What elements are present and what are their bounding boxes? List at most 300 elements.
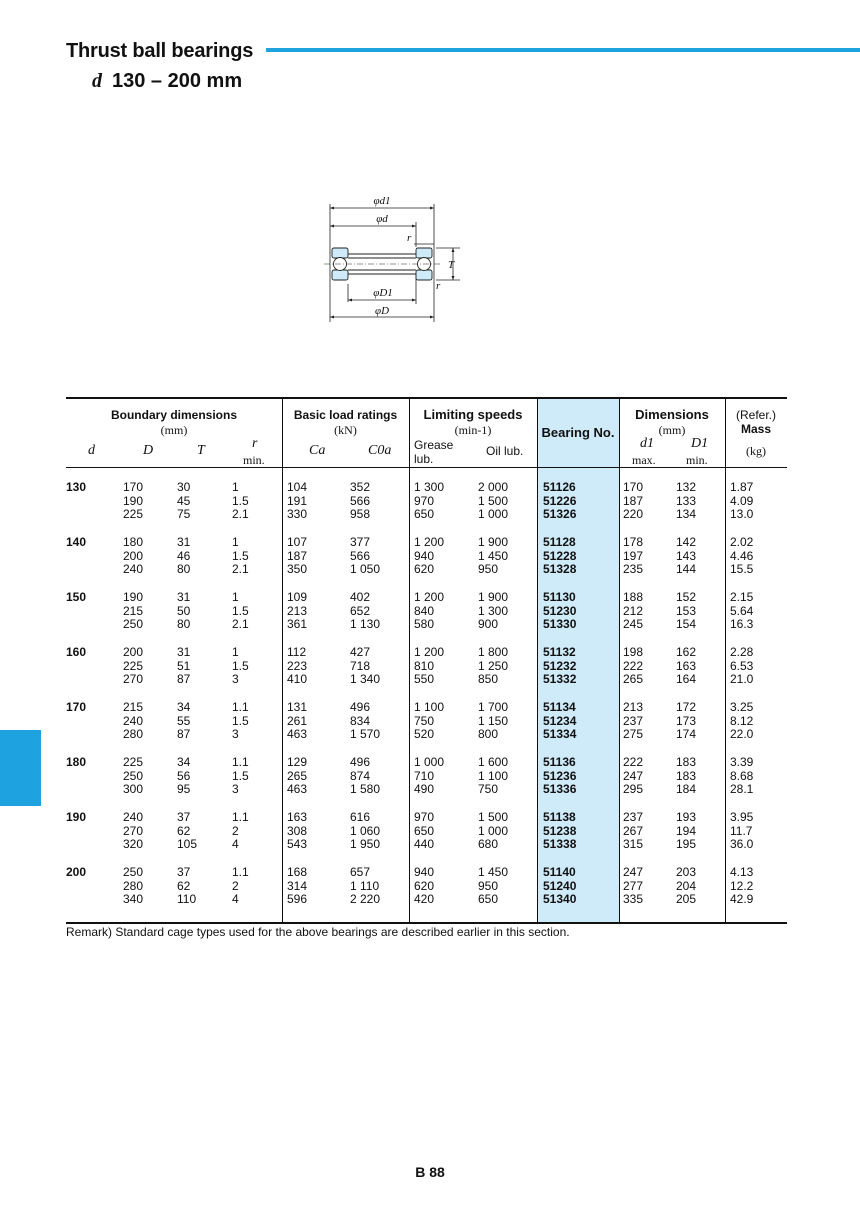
cell-t: 55 — [177, 713, 191, 728]
cell-mass: 3.95 — [730, 810, 754, 824]
cell-grease: 1 200 — [414, 535, 445, 549]
cell-grease: 1 300 — [414, 480, 445, 494]
header-col-D1-sub: min. — [686, 453, 708, 467]
cell-grease: 940 — [414, 548, 435, 563]
cell-d1: 172 — [676, 700, 697, 714]
cell-d: 250 — [123, 865, 144, 879]
cell-d1: 154 — [676, 617, 697, 632]
cell-t: 34 — [177, 700, 191, 714]
cell-ca: 596 — [287, 892, 308, 907]
cell-oil: 800 — [478, 727, 499, 742]
cell-r: 1 — [232, 645, 239, 659]
remark-note: Remark) Standard cage types used for the above bearings are described earlier in this section. — [66, 925, 570, 939]
bore-diameter: 160 — [66, 645, 87, 659]
cell-c0a: 874 — [350, 768, 371, 783]
bearing-number: 51128 — [543, 535, 576, 549]
bearing-number: 51232 — [543, 658, 577, 673]
cell-d: 225 — [123, 658, 144, 673]
cell-c0a: 566 — [350, 493, 371, 508]
cell-d1: 204 — [676, 878, 697, 893]
cell-ca: 131 — [287, 700, 308, 714]
cell-oil: 1 450 — [478, 865, 509, 879]
cell-d1: 153 — [676, 603, 697, 618]
bearing-number: 51332 — [543, 672, 577, 687]
subtitle-symbol: d — [92, 70, 102, 92]
cell-c0a: 352 — [350, 480, 371, 494]
cell-d: 320 — [123, 837, 144, 852]
title-rule — [266, 48, 860, 52]
cell-oil: 1 700 — [478, 700, 509, 714]
cell-d1: 237 — [623, 713, 644, 728]
cell-ca: 129 — [287, 755, 308, 769]
cell-d1: 142 — [676, 535, 697, 549]
cell-r: 2.1 — [232, 562, 249, 577]
cell-r: 2 — [232, 823, 239, 838]
bearing-diagram — [320, 192, 470, 327]
header-col-grease: Grease lub. — [414, 438, 454, 466]
cell-c0a: 616 — [350, 810, 371, 824]
cell-ca: 308 — [287, 823, 308, 838]
cell-d: 225 — [123, 755, 144, 769]
cell-mass: 4.46 — [730, 548, 754, 563]
cell-t: 80 — [177, 617, 191, 632]
bearing-number: 51240 — [543, 878, 577, 893]
cell-c0a: 718 — [350, 658, 371, 673]
cell-c0a: 1 580 — [350, 782, 381, 797]
cell-c0a: 1 110 — [350, 878, 380, 893]
cell-ca: 350 — [287, 562, 308, 577]
cell-grease: 650 — [414, 823, 435, 838]
cell-c0a: 427 — [350, 645, 371, 659]
cell-mass: 2.02 — [730, 535, 754, 549]
cell-mass: 2.28 — [730, 645, 754, 659]
cell-ca: 410 — [287, 672, 308, 687]
cell-oil: 2 000 — [478, 480, 509, 494]
cell-d1: 235 — [623, 562, 644, 577]
cell-oil: 1 500 — [478, 493, 509, 508]
cell-grease: 1 000 — [414, 755, 445, 769]
header-col-T: T — [197, 443, 205, 458]
cell-d1: 247 — [623, 865, 644, 879]
cell-d1: 245 — [623, 617, 644, 632]
cell-c0a: 834 — [350, 713, 371, 728]
column-divider — [619, 399, 620, 922]
header-mass-title: Mass — [740, 422, 772, 436]
cell-ca: 314 — [287, 878, 308, 893]
cell-t: 31 — [177, 590, 191, 604]
cell-mass: 21.0 — [730, 672, 754, 687]
cell-t: 105 — [177, 837, 198, 852]
cell-t: 34 — [177, 755, 191, 769]
cell-mass: 4.09 — [730, 493, 754, 508]
cell-c0a: 1 570 — [350, 727, 381, 742]
cell-d1: 188 — [623, 590, 644, 604]
header-mass-unit: (kg) — [746, 444, 766, 458]
cell-d: 270 — [123, 672, 144, 687]
bearing-number: 51338 — [543, 837, 577, 852]
cell-t: 87 — [177, 672, 191, 687]
bearing-number: 51126 — [543, 480, 576, 494]
bearing-number: 51234 — [543, 713, 577, 728]
bearing-number: 51238 — [543, 823, 577, 838]
bearing-number: 51140 — [543, 865, 576, 879]
header-col-D1: D1 — [691, 436, 709, 451]
cell-d: 180 — [123, 535, 144, 549]
cell-c0a: 566 — [350, 548, 371, 563]
header-dim-unit: (mm) — [658, 423, 686, 437]
cell-mass: 16.3 — [730, 617, 754, 632]
cell-d1: 163 — [676, 658, 697, 673]
cell-oil: 1 250 — [478, 658, 509, 673]
cell-c0a: 1 950 — [350, 837, 381, 852]
bearing-number: 51330 — [543, 617, 577, 632]
bearing-number: 51138 — [543, 810, 576, 824]
bearing-number: 51130 — [543, 590, 576, 604]
bore-diameter: 180 — [66, 755, 87, 769]
cell-d1: 275 — [623, 727, 644, 742]
diagram-label-r-top: r — [407, 232, 412, 244]
cell-r: 1 — [232, 535, 239, 549]
cell-c0a: 657 — [350, 865, 371, 879]
cell-d1: 194 — [676, 823, 697, 838]
cell-d: 190 — [123, 493, 144, 508]
cell-t: 31 — [177, 645, 191, 659]
header-separator — [66, 467, 787, 468]
cell-d1: 164 — [676, 672, 697, 687]
page-subtitle — [92, 70, 242, 93]
cell-t: 51 — [177, 658, 191, 673]
cell-ca: 163 — [287, 810, 308, 824]
cell-d: 200 — [123, 548, 144, 563]
header-load-unit: (kN) — [334, 423, 357, 437]
cell-mass: 8.12 — [730, 713, 754, 728]
cell-r: 4 — [232, 892, 239, 907]
cell-d1: 335 — [623, 892, 644, 907]
bearing-number: 51336 — [543, 782, 577, 797]
cell-grease: 710 — [414, 768, 435, 783]
cell-mass: 36.0 — [730, 837, 754, 852]
cell-r: 1.5 — [232, 548, 249, 563]
cell-t: 45 — [177, 493, 191, 508]
bearing-number: 51230 — [543, 603, 577, 618]
cell-grease: 750 — [414, 713, 435, 728]
page-number: B 88 — [415, 1164, 445, 1180]
cell-d1: 183 — [676, 755, 697, 769]
header-col-d1-sub: max. — [632, 453, 656, 467]
cell-t: 30 — [177, 480, 191, 494]
cell-d1: 213 — [623, 700, 644, 714]
cell-oil: 750 — [478, 782, 499, 797]
cell-c0a: 496 — [350, 700, 371, 714]
cell-d1: 198 — [623, 645, 644, 659]
cell-d1: 267 — [623, 823, 644, 838]
cell-d: 340 — [123, 892, 144, 907]
cell-d1: 133 — [676, 493, 697, 508]
cell-t: 87 — [177, 727, 191, 742]
bore-diameter: 130 — [66, 480, 87, 494]
header-col-r: r — [252, 436, 258, 451]
header-load-title: Basic load ratings — [293, 408, 398, 422]
cell-grease: 550 — [414, 672, 435, 687]
cell-ca: 104 — [287, 480, 308, 494]
cell-grease: 1 100 — [414, 700, 445, 714]
cell-ca: 112 — [287, 645, 307, 659]
bearing-number: 51134 — [543, 700, 576, 714]
cell-oil: 1 900 — [478, 590, 509, 604]
cell-r: 1.5 — [232, 768, 249, 783]
cell-d: 200 — [123, 645, 144, 659]
cell-oil: 950 — [478, 562, 499, 577]
diagram-label-T: T — [448, 259, 455, 271]
cell-ca: 107 — [287, 535, 308, 549]
cell-oil: 1 150 — [478, 713, 509, 728]
cell-d1: 173 — [676, 713, 697, 728]
cell-mass: 28.1 — [730, 782, 754, 797]
cell-oil: 1 000 — [478, 507, 509, 522]
section-side-tab — [0, 730, 41, 806]
cell-d1: 237 — [623, 810, 644, 824]
cell-mass: 12.2 — [730, 878, 754, 893]
cell-ca: 361 — [287, 617, 308, 632]
cell-d1: 152 — [676, 590, 697, 604]
header-col-d1: d1 — [640, 436, 654, 451]
cell-d1: 174 — [676, 727, 697, 742]
subtitle-range: 130 – 200 mm — [112, 70, 243, 92]
bearing-number: 51228 — [543, 548, 577, 563]
cell-grease: 440 — [414, 837, 435, 852]
column-divider — [282, 399, 283, 922]
bearing-number: 51328 — [543, 562, 577, 577]
cell-d: 240 — [123, 810, 144, 824]
cell-r: 2.1 — [232, 617, 249, 632]
cell-ca: 213 — [287, 603, 308, 618]
cell-d1: 295 — [623, 782, 644, 797]
cell-mass: 13.0 — [730, 507, 754, 522]
bearing-number: 51136 — [543, 755, 576, 769]
header-col-r-sub: min. — [243, 453, 265, 467]
cell-grease: 580 — [414, 617, 435, 632]
diagram-label-phi-D1: φD1 — [373, 287, 393, 299]
cell-t: 31 — [177, 535, 191, 549]
cell-d1: 183 — [676, 768, 697, 783]
cell-oil: 650 — [478, 892, 499, 907]
cell-c0a: 1 050 — [350, 562, 381, 577]
header-col-d: d — [88, 443, 95, 458]
cell-r: 2 — [232, 878, 239, 893]
cell-d: 250 — [123, 617, 144, 632]
cell-grease: 970 — [414, 493, 435, 508]
cell-d1: 143 — [676, 548, 697, 563]
cell-r: 1.5 — [232, 493, 249, 508]
cell-d: 250 — [123, 768, 144, 783]
cell-oil: 950 — [478, 878, 499, 893]
diagram-label-phi-d1: φd1 — [373, 195, 391, 207]
cell-oil: 1 300 — [478, 603, 509, 618]
cell-d1: 247 — [623, 768, 644, 783]
header-mass-refer: (Refer.) — [735, 408, 776, 422]
cell-t: 110 — [177, 892, 197, 907]
cell-mass: 42.9 — [730, 892, 754, 907]
cell-d: 215 — [123, 603, 144, 618]
header-col-ca: Ca — [309, 443, 326, 458]
column-divider — [537, 399, 538, 922]
cell-t: 95 — [177, 782, 191, 797]
column-divider — [409, 399, 410, 922]
cell-grease: 1 200 — [414, 645, 445, 659]
cell-d: 240 — [123, 562, 144, 577]
header-bearing-no: Bearing No. — [541, 425, 615, 440]
cell-d1: 265 — [623, 672, 644, 687]
cell-t: 56 — [177, 768, 191, 783]
cell-grease: 840 — [414, 603, 435, 618]
cell-grease: 970 — [414, 810, 435, 824]
cell-d: 190 — [123, 590, 144, 604]
cell-t: 62 — [177, 878, 191, 893]
cell-oil: 850 — [478, 672, 499, 687]
cell-d1: 193 — [676, 810, 697, 824]
cell-d1: 203 — [676, 865, 697, 879]
bore-diameter: 200 — [66, 865, 87, 879]
bore-diameter: 150 — [66, 590, 87, 604]
bearing-number: 51132 — [543, 645, 576, 659]
cell-d1: 195 — [676, 837, 697, 852]
cell-oil: 1 450 — [478, 548, 509, 563]
cell-ca: 191 — [287, 493, 308, 508]
bearing-number: 51326 — [543, 507, 577, 522]
cell-d1: 170 — [623, 480, 644, 494]
diagram-label-r-bottom: r — [436, 280, 441, 292]
cell-grease: 810 — [414, 658, 435, 673]
cell-r: 1 — [232, 590, 239, 604]
cell-oil: 680 — [478, 837, 499, 852]
header-dim-title: Dimensions — [635, 407, 709, 422]
cell-ca: 109 — [287, 590, 308, 604]
cell-d1: 212 — [623, 603, 644, 618]
cell-c0a: 1 130 — [350, 617, 381, 632]
cell-oil: 1 600 — [478, 755, 509, 769]
cell-ca: 168 — [287, 865, 308, 879]
header-col-oil: Oil lub. — [486, 444, 524, 458]
cell-d1: 197 — [623, 548, 644, 563]
cell-mass: 4.13 — [730, 865, 754, 879]
cell-r: 3 — [232, 727, 239, 742]
cell-oil: 1 100 — [478, 768, 509, 783]
cell-ca: 261 — [287, 713, 308, 728]
diagram-label-phi-d: φd — [376, 213, 388, 225]
cell-d1: 184 — [676, 782, 697, 797]
cell-d1: 315 — [623, 837, 644, 852]
cell-d: 215 — [123, 700, 144, 714]
bore-diameter: 190 — [66, 810, 87, 824]
cell-ca: 330 — [287, 507, 308, 522]
cell-d: 270 — [123, 823, 144, 838]
cell-grease: 420 — [414, 892, 435, 907]
cell-grease: 620 — [414, 878, 435, 893]
header-boundary-title: Boundary dimensions — [110, 408, 238, 422]
cell-t: 46 — [177, 548, 191, 563]
cell-d1: 222 — [623, 658, 644, 673]
header-col-c0a: C0a — [368, 443, 392, 458]
cell-mass: 2.15 — [730, 590, 754, 604]
cell-ca: 543 — [287, 837, 308, 852]
cell-mass: 6.53 — [730, 658, 754, 673]
cell-r: 1.5 — [232, 603, 249, 618]
cell-c0a: 958 — [350, 507, 371, 522]
cell-mass: 1.87 — [730, 480, 754, 494]
cell-d1: 178 — [623, 535, 644, 549]
cell-t: 37 — [177, 810, 191, 824]
cell-c0a: 496 — [350, 755, 371, 769]
cell-t: 37 — [177, 865, 191, 879]
cell-r: 3 — [232, 672, 239, 687]
cell-ca: 463 — [287, 727, 308, 742]
cell-d1: 162 — [676, 645, 697, 659]
cell-r: 1.5 — [232, 658, 249, 673]
cell-d1: 134 — [676, 507, 697, 522]
cell-d1: 132 — [676, 480, 697, 494]
cell-r: 1.5 — [232, 713, 249, 728]
bearing-number: 51226 — [543, 493, 577, 508]
diagram-label-phi-D: φD — [374, 305, 390, 317]
cell-t: 80 — [177, 562, 191, 577]
cell-grease: 650 — [414, 507, 435, 522]
cell-mass: 11.7 — [730, 823, 753, 838]
bore-diameter: 170 — [66, 700, 87, 714]
cell-ca: 265 — [287, 768, 308, 783]
cell-grease: 940 — [414, 865, 435, 879]
cell-mass: 3.39 — [730, 755, 754, 769]
cell-d1: 205 — [676, 892, 697, 907]
cell-ca: 463 — [287, 782, 308, 797]
page-title: Thrust ball bearings — [66, 40, 254, 62]
cell-d: 280 — [123, 878, 144, 893]
cell-ca: 187 — [287, 548, 308, 563]
cell-d1: 144 — [676, 562, 697, 577]
cell-oil: 900 — [478, 617, 499, 632]
cell-t: 75 — [177, 507, 191, 522]
cell-r: 1.1 — [232, 700, 249, 714]
column-divider — [725, 399, 726, 922]
cell-ca: 223 — [287, 658, 308, 673]
cell-oil: 1 000 — [478, 823, 509, 838]
cell-oil: 1 500 — [478, 810, 509, 824]
cell-oil: 1 800 — [478, 645, 509, 659]
cell-d1: 220 — [623, 507, 644, 522]
header-boundary-unit: (mm) — [160, 423, 188, 437]
bearing-table — [66, 397, 787, 924]
cell-c0a: 1 060 — [350, 823, 381, 838]
cell-r: 4 — [232, 837, 239, 852]
cell-r: 1.1 — [232, 810, 249, 824]
bearing-number: 51236 — [543, 768, 577, 783]
cell-c0a: 402 — [350, 590, 371, 604]
cell-t: 62 — [177, 823, 191, 838]
cell-t: 50 — [177, 603, 191, 618]
cell-mass: 8.68 — [730, 768, 754, 783]
cell-oil: 1 900 — [478, 535, 509, 549]
cell-c0a: 652 — [350, 603, 371, 618]
header-col-D: D — [143, 443, 154, 458]
bore-diameter: 140 — [66, 535, 87, 549]
cell-mass: 3.25 — [730, 700, 754, 714]
cell-grease: 520 — [414, 727, 435, 742]
cell-r: 1.1 — [232, 755, 249, 769]
cell-d1: 277 — [623, 878, 644, 893]
cell-r: 2.1 — [232, 507, 249, 522]
cell-mass: 15.5 — [730, 562, 754, 577]
cell-grease: 1 200 — [414, 590, 445, 604]
cell-grease: 490 — [414, 782, 435, 797]
